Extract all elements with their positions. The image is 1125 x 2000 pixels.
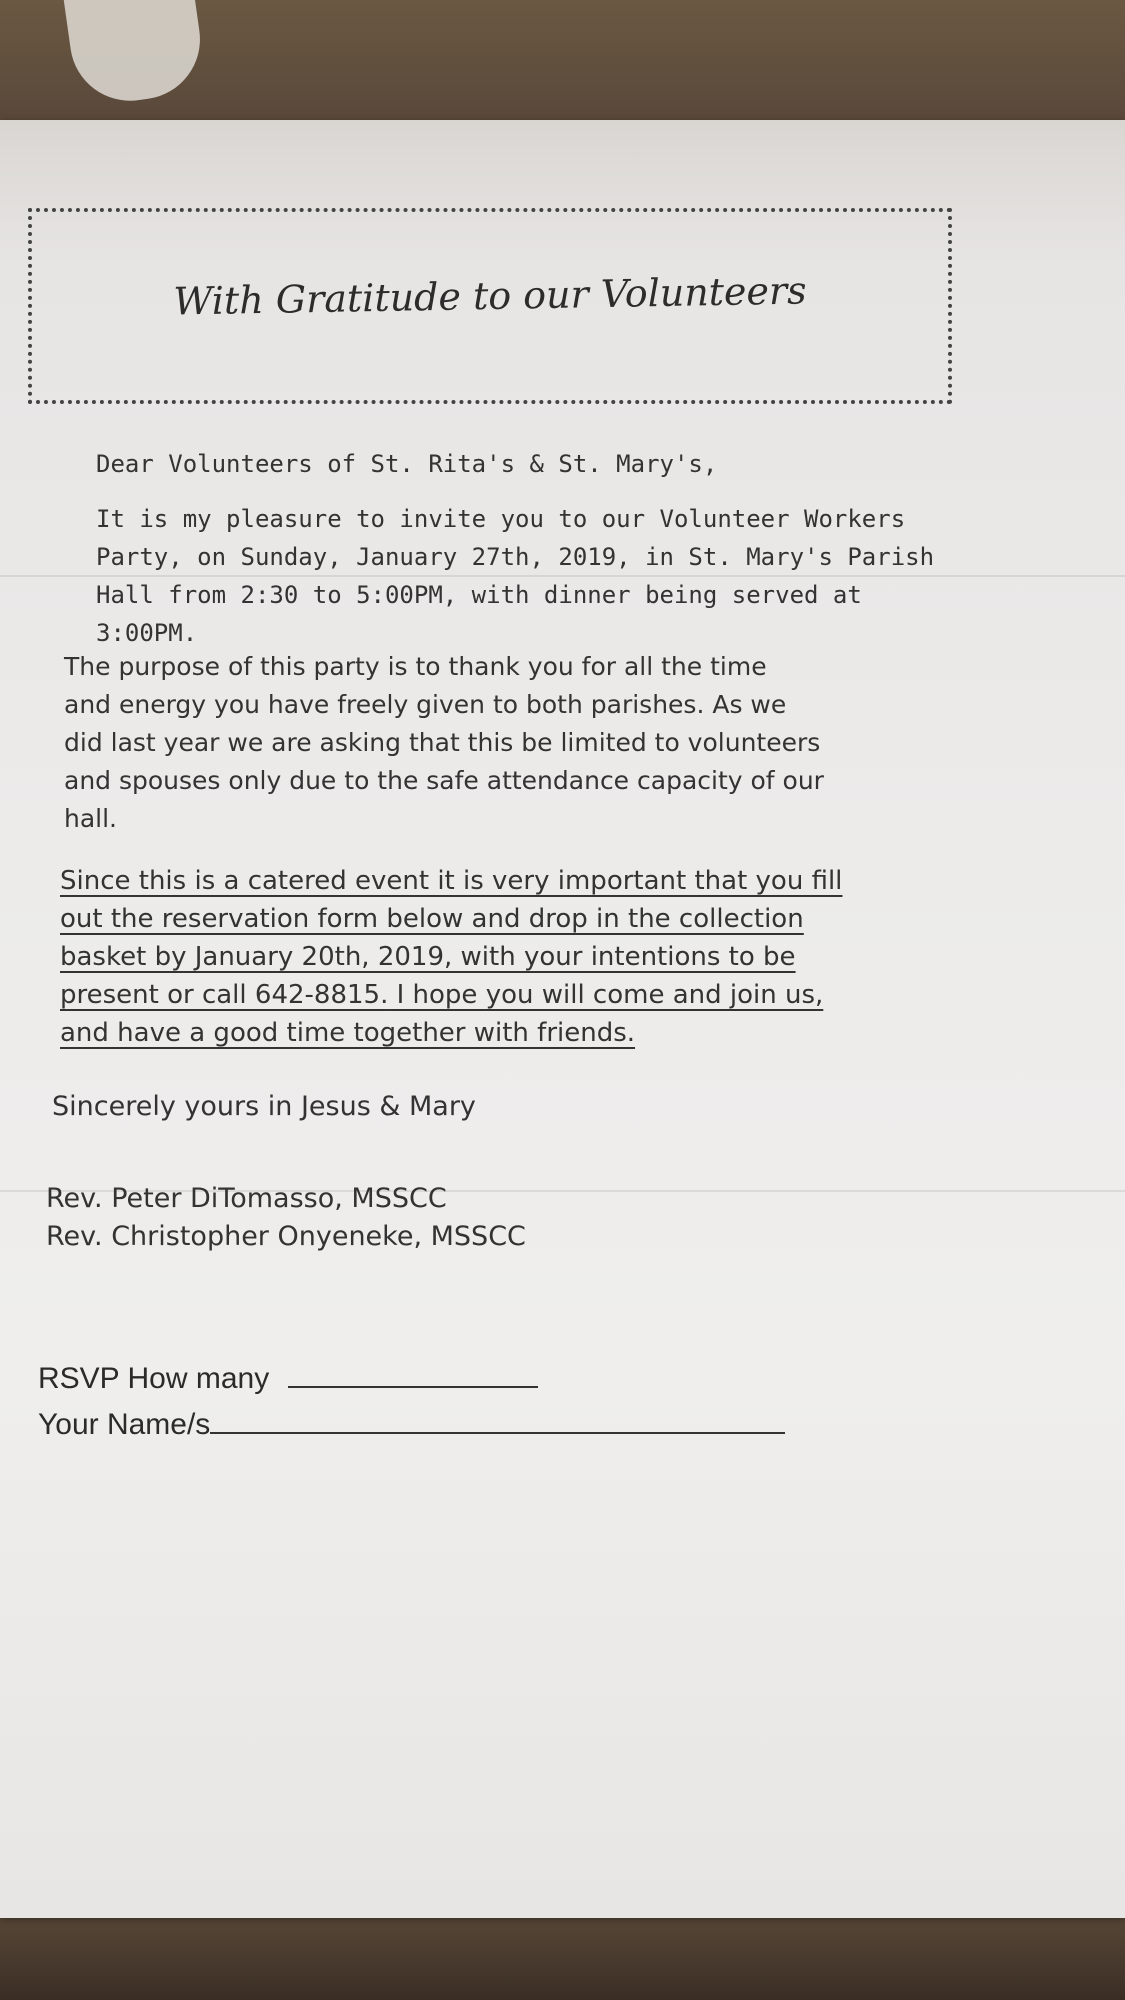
letter-page [0, 120, 1125, 1918]
rsvp-names-blank[interactable] [210, 1432, 785, 1434]
signature-block [46, 1180, 526, 1256]
paragraph-line: Party, on Sunday, January 27th, 2019, in St. Mary's Parish [96, 543, 935, 571]
underlined-line: Since this is a catered event it is very important that you fill [60, 866, 843, 896]
paragraph-invitation [96, 500, 934, 652]
countertop-background-bottom [0, 1905, 1125, 2000]
paragraph-line: and energy you have freely given to both parishes. As we [64, 690, 787, 719]
signature-line: Rev. Christopher Onyeneke, MSSCC [46, 1221, 526, 1252]
paragraph-line: and have a good time together with friends. [60, 1018, 636, 1048]
rsvp-count-blank[interactable] [288, 1386, 538, 1388]
title-border [28, 208, 952, 404]
paragraph-purpose [64, 648, 824, 838]
paragraph-text: I hope you will come and join us, [388, 980, 824, 1010]
paragraph-line: Hall from 2:30 to 5:00PM, with dinner being served at [96, 581, 862, 609]
signature-line: Rev. Peter DiTomasso, MSSCC [46, 1183, 447, 1214]
closing: Sincerely yours in Jesus & Mary [52, 1091, 476, 1122]
paragraph-line: It is my pleasure to invite you to our Volunteer Workers [96, 505, 906, 533]
rsvp-count-row [38, 1362, 538, 1396]
underlined-line: present or call 642-8815. [60, 980, 389, 1010]
greeting: Dear Volunteers of St. Rita's & St. Mary's, [96, 450, 718, 478]
paragraph-line: The purpose of this party is to thank you for all the time [64, 652, 767, 681]
rsvp-names-row [38, 1408, 785, 1442]
underlined-line: basket by January 20th, 2019, with your intentions to be [60, 942, 796, 972]
underlined-line: out the reservation form below and drop in the collection [60, 904, 804, 934]
paragraph-line: 3:00PM. [96, 619, 198, 647]
rsvp-names-label: Your Name/s [38, 1408, 211, 1441]
paragraph-line: hall. [64, 804, 118, 833]
paragraph-line: and spouses only due to the safe attendance capacity of our [64, 766, 824, 795]
letter-title: With Gratitude to our Volunteers [173, 268, 807, 324]
rsvp-count-label: RSVP How many [38, 1362, 270, 1395]
paragraph-line: did last year we are asking that this be limited to volunteers [64, 728, 821, 757]
paragraph-rsvp-request [60, 862, 842, 1052]
